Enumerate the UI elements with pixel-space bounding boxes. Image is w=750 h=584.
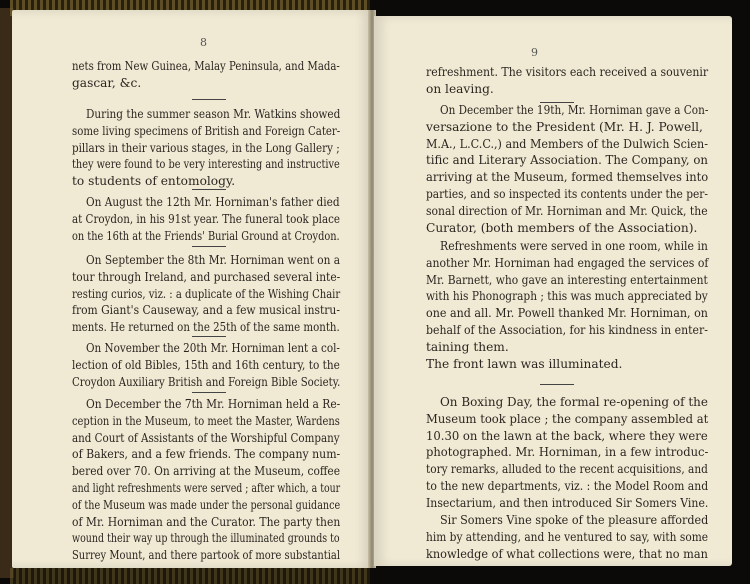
text-line: of Bakers, and a few friends. The company num- [72,447,341,462]
text-line: Insectarium, and then introduced Sir Somers Vine. [426,495,709,510]
text-line: to the new departments, viz. : the Model Room and [426,478,709,493]
text-line: at Croydon, in his 91st year. The funeral took place [72,211,340,226]
text-line: M.A., L.C.C.,) and Members of the Dulwich Scien- [426,136,708,151]
text-line: taining them. [426,339,509,354]
section-divider [192,336,226,337]
text-line: arriving at the Museum, formed themselves into [426,170,709,185]
text-line: they were found to be very interesting and instructive [72,157,340,172]
text-line: some living specimens of British and Foreign Cater- [72,123,341,138]
text-line: ments. He returned on the 25th of the same month. [72,320,340,335]
text-line: with his Phonograph ; this was much appreciated by [426,289,708,304]
text-line: pillars in their various stages, in the Long Gallery ; [72,140,340,155]
paragraph [72,396,340,564]
text-line: and light refreshments were served ; after which, a tour [72,480,341,495]
text-line: on leaving. [426,81,494,96]
paragraph [426,102,708,236]
section-divider [540,384,574,385]
paragraph [72,252,340,336]
text-line: On December the 7th Mr. Horniman held a Re- [86,397,341,411]
text-line: of Mr. Horniman and the Curator. The party then [72,514,341,529]
text-line: bered over 70. On arriving at the Museum, coffee [72,464,341,479]
text-line: parties, and so inspected its contents under the per- [426,186,708,201]
page-number: 9 [531,46,538,59]
paragraph [72,106,340,190]
paragraph [426,394,708,512]
text-line: wound their way up through the illuminated grounds to [72,531,340,546]
text-line: Sir Somers Vine spoke of the pleasure afforded [440,513,709,527]
text-line: on the 16th at the Friends' Burial Ground at Croydon. [72,228,340,243]
section-divider [192,392,226,393]
text-line: Surrey Mount, and there partook of more substantial [72,548,341,563]
paragraph [426,64,708,98]
text-line: sonal direction of Mr. Horniman and Mr. Quick, the [426,203,708,218]
text-line: refreshment. The visitors each received a souvenir [426,65,709,79]
section-divider [192,99,226,100]
text-line: versazione to the President (Mr. H. J. Powell, [426,119,703,134]
text-line: nets from New Guinea, Malay Peninsula, and Mada- [72,59,340,73]
left-page [12,10,372,568]
text-line: to students of entomology. [72,174,236,189]
text-line: 10.30 on the lawn at the back, where they were [426,428,708,443]
text-line: photographed. Mr. Horniman, in a few introduc- [426,445,709,460]
section-divider [192,189,226,190]
right-page [374,16,732,566]
text-line: During the summer season Mr. Watkins showed [86,107,341,121]
text-line: of the Museum was made under the personal guidance [72,497,341,512]
text-line: knowledge of what collections were, that no man [426,546,708,561]
text-line: Curator, (both members of the Association). [426,220,698,235]
page-number: 8 [200,36,207,49]
text-line: gascar, &c. [72,75,142,90]
paragraph [72,340,340,390]
paragraph [426,512,708,562]
paragraph [72,194,340,244]
text-line: one and all. Mr. Powell thanked Mr. Horniman, on [426,306,708,321]
text-line: behalf of the Association, for his kindness in enter- [426,322,708,337]
text-line: Museum took place ; the company assembled at [426,411,709,426]
text-line: On December the 19th, Mr. Horniman gave a Con- [440,103,709,117]
text-line: him by attending, and he ventured to say, with some [426,529,709,544]
text-line: tory remarks, alluded to the recent acquisitions, and [426,462,708,477]
text-line: another Mr. Horniman had engaged the services of [426,255,709,270]
paragraph [72,58,340,92]
text-line: tific and Literary Association. The Company, on [426,153,708,168]
text-line: Refreshments were served in one room, while in [440,239,708,253]
text-line: lection of old Bibles, 15th and 16th century, to the [72,357,340,372]
text-line: Croydon Auxiliary British and Foreign Bible Society. [72,374,341,389]
text-line: On September the 8th Mr. Horniman went on a [86,253,341,267]
text-line: ception in the Museum, to meet the Master, Wardens [72,413,340,428]
paragraph [426,356,708,373]
paragraph [426,238,708,356]
text-line: On August the 12th Mr. Horniman's father died [86,195,340,209]
text-line: On Boxing Day, the formal re-opening of the [440,395,708,409]
section-divider [192,246,226,247]
text-line: from Giant's Causeway, and a few musical instru- [72,303,340,318]
text-line: tour through Ireland, and purchased several inte- [72,269,341,284]
text-line: On November the 20th Mr. Horniman lent a col- [86,341,340,355]
text-line: resting curios, viz. : a duplicate of the Wishing Chair [72,286,341,301]
book-cover-bottom [10,568,370,584]
text-line: The front lawn was illuminated. [426,357,623,371]
text-line: and Court of Assistants of the Worshipful Company [72,430,340,445]
text-line: Mr. Barnett, who gave an interesting entertainment [426,272,708,287]
